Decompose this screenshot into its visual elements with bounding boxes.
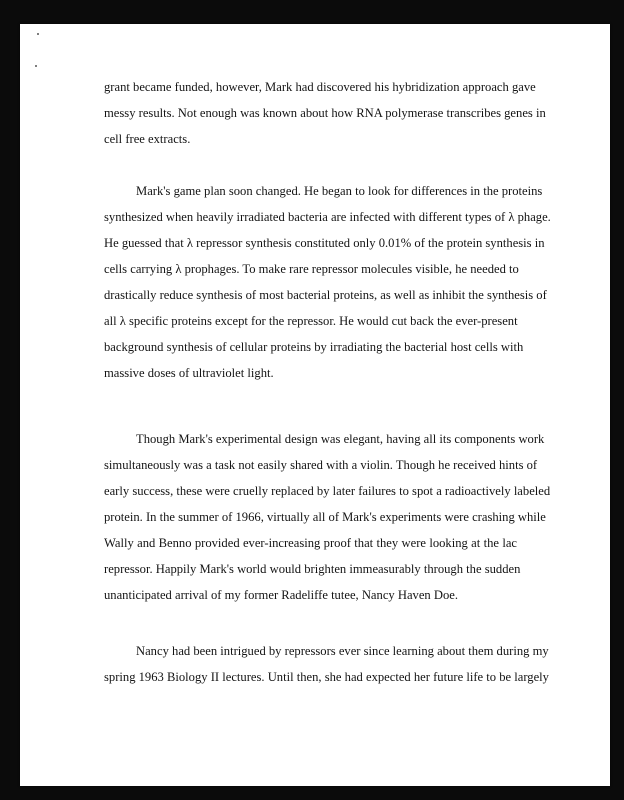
text-line: unanticipated arrival of my former Radeliffe tutee, Nancy Haven Doe. [104, 588, 458, 602]
text-line: Though Mark's experimental design was elegant, having all its components work [136, 432, 545, 446]
text-line: messy results. Not enough was known about how RNA polymerase transcribes genes in [104, 106, 546, 120]
text-line: Wally and Benno provided ever-increasing proof that they were looking at the lac [104, 536, 517, 550]
text-line: cell free extracts. [104, 132, 191, 146]
text-line: early success, these were cruelly replaced by later failures to spot a radioactively labeled [104, 484, 551, 498]
text-line: massive doses of ultraviolet light. [104, 366, 274, 380]
text-line: Mark's game plan soon changed. He began to look for differences in the proteins [136, 184, 543, 198]
text-line: repressor. Happily Mark's world would brighten immeasurably through the sudden [104, 562, 521, 576]
scan-speck [37, 33, 39, 35]
text-line: protein. In the summer of 1966, virtually all of Mark's experiments were crashing while [104, 510, 546, 524]
scan-speck [35, 65, 37, 67]
text-line: He guessed that λ repressor synthesis constituted only 0.01% of the protein synthesis in [104, 236, 545, 250]
text-line: cells carrying λ prophages. To make rare repressor molecules visible, he needed to [104, 262, 519, 276]
text-line: synthesized when heavily irradiated bacteria are infected with different types of λ phage. [104, 210, 551, 224]
text-line: drastically reduce synthesis of most bacterial proteins, as well as inhibit the synthesis of [104, 288, 547, 302]
text-line: spring 1963 Biology II lectures. Until then, she had expected her future life to be largely [104, 670, 549, 684]
text-line: Nancy had been intrigued by repressors ever since learning about them during my [136, 644, 549, 658]
text-line: simultaneously was a task not easily shared with a violin. Though he received hints of [104, 458, 538, 472]
text-line: background synthesis of cellular proteins by irradiating the bacterial host cells with [104, 340, 524, 354]
document-page [20, 24, 610, 786]
text-line: all λ specific proteins except for the repressor. He would cut back the ever-present [104, 314, 518, 328]
text-line: grant became funded, however, Mark had discovered his hybridization approach gave [104, 80, 536, 94]
